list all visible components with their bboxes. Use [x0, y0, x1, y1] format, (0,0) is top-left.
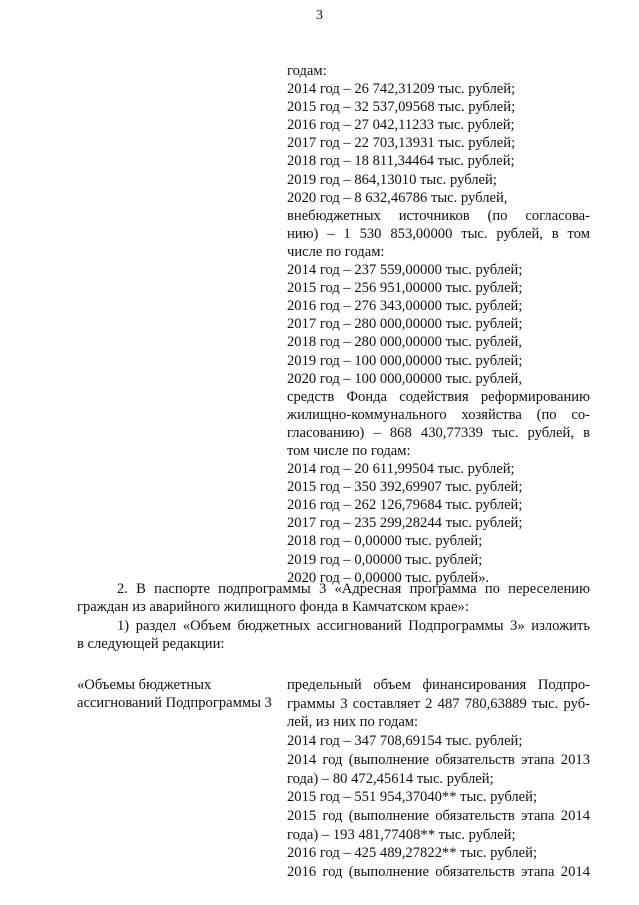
text-line: 2015 год – 256 951,00000 тыс. рублей; — [287, 280, 523, 297]
text-line: 2018 год – 280 000,00000 тыс. рублей, — [287, 334, 523, 351]
text-line: 2017 год – 22 703,13931 тыс. рублей; — [287, 135, 516, 152]
passport-row-label — [77, 676, 282, 713]
text-line: 2016 год – 27 042,11233 тыс. рублей; — [287, 117, 515, 134]
text-line: гласованию) – 868 430,77339 тыс. рублей, в — [287, 424, 590, 441]
text-line: 2018 год – 18 811,34464 тыс. рублей; — [287, 153, 515, 170]
page-number: 3 — [316, 8, 323, 23]
text-line: жилищно-коммунального хозяйства (по со- — [287, 406, 590, 423]
text-line: 2016 год – 262 126,79684 тыс. рублей; — [287, 497, 523, 514]
value-line: лей, из них по годам: — [287, 714, 419, 731]
value-line: года) – 193 481,77408** тыс. рублей; — [287, 826, 516, 843]
text-line: 2019 год – 0,00000 тыс. рублей; — [287, 551, 483, 568]
passport-row-value — [287, 676, 590, 882]
text-line: 2017 год – 235 299,28244 тыс. рублей; — [287, 515, 523, 532]
value-line: года) – 80 472,45614 тыс. рублей; — [287, 770, 494, 787]
value-line: 2015 год – 551 954,37040** тыс. рублей; — [287, 789, 538, 806]
value-line: предельный объем финансирования Подпро- — [287, 677, 590, 693]
text-line: 2020 год – 100 000,00000 тыс. рублей, — [287, 370, 523, 387]
paragraph-line: граждан из аварийного жилищного фонда в Камчатском крае»: — [77, 599, 469, 616]
text-line: годам: — [287, 63, 327, 79]
text-line: средств Фонда содействия реформированию — [287, 388, 590, 405]
funding-continuation-block — [287, 62, 590, 587]
value-line: 2016 год (выполнение обязательств этапа 2014 — [287, 864, 590, 881]
text-line: 2014 год – 26 742,31209 тыс. рублей; — [287, 81, 516, 98]
paragraph-line: 2. В паспорте подпрограммы 3 «Адресная программа по переселению — [117, 581, 590, 597]
text-line: 2014 год – 237 559,00000 тыс. рублей; — [287, 262, 523, 279]
value-line: граммы 3 составляет 2 487 780,63889 тыс. руб- — [287, 695, 590, 712]
text-line: 2020 год – 0,00000 тыс. рублей». — [287, 569, 490, 586]
text-line: 2015 год – 32 537,09568 тыс. рублей; — [287, 99, 516, 116]
text-line: том числе по годам: — [287, 442, 411, 459]
paragraph-line: 1) раздел «Объем бюджетных ассигнований Подпрограммы 3» изложить — [117, 617, 590, 634]
text-line: внебюджетных источников (по согласова- — [287, 207, 590, 224]
value-line: 2014 год (выполнение обязательств этапа 2013 — [287, 751, 590, 768]
text-line: 2016 год – 276 343,00000 тыс. рублей; — [287, 298, 523, 315]
value-line: 2015 год (выполнение обязательств этапа 2014 — [287, 807, 590, 824]
text-line: 2014 год – 20 611,99504 тыс. рублей; — [287, 461, 515, 478]
text-line: 2018 год – 0,00000 тыс. рублей; — [287, 533, 483, 550]
text-line: нию) – 1 530 853,00000 тыс. рублей, в том — [287, 225, 590, 242]
value-line: 2014 год – 347 708,69154 тыс. рублей; — [287, 733, 523, 750]
text-line: 2015 год – 350 392,69907 тыс. рублей; — [287, 479, 523, 496]
label-line: «Объемы бюджетных — [77, 677, 212, 693]
text-line: 2020 год – 8 632,46786 тыс. рублей, — [287, 189, 508, 206]
text-line: числе по годам: — [287, 243, 385, 260]
amendment-paragraphs — [77, 580, 590, 653]
paragraph-line: в следующей редакции: — [77, 635, 225, 652]
value-line: 2016 год – 425 489,27822** тыс. рублей; — [287, 845, 538, 862]
text-line: 2019 год – 864,13010 тыс. рублей; — [287, 171, 497, 188]
text-line: 2019 год – 100 000,00000 тыс. рублей; — [287, 352, 523, 369]
label-line: ассигнований Подпрограммы 3 — [77, 695, 272, 712]
text-line: 2017 год – 280 000,00000 тыс. рублей; — [287, 316, 523, 333]
